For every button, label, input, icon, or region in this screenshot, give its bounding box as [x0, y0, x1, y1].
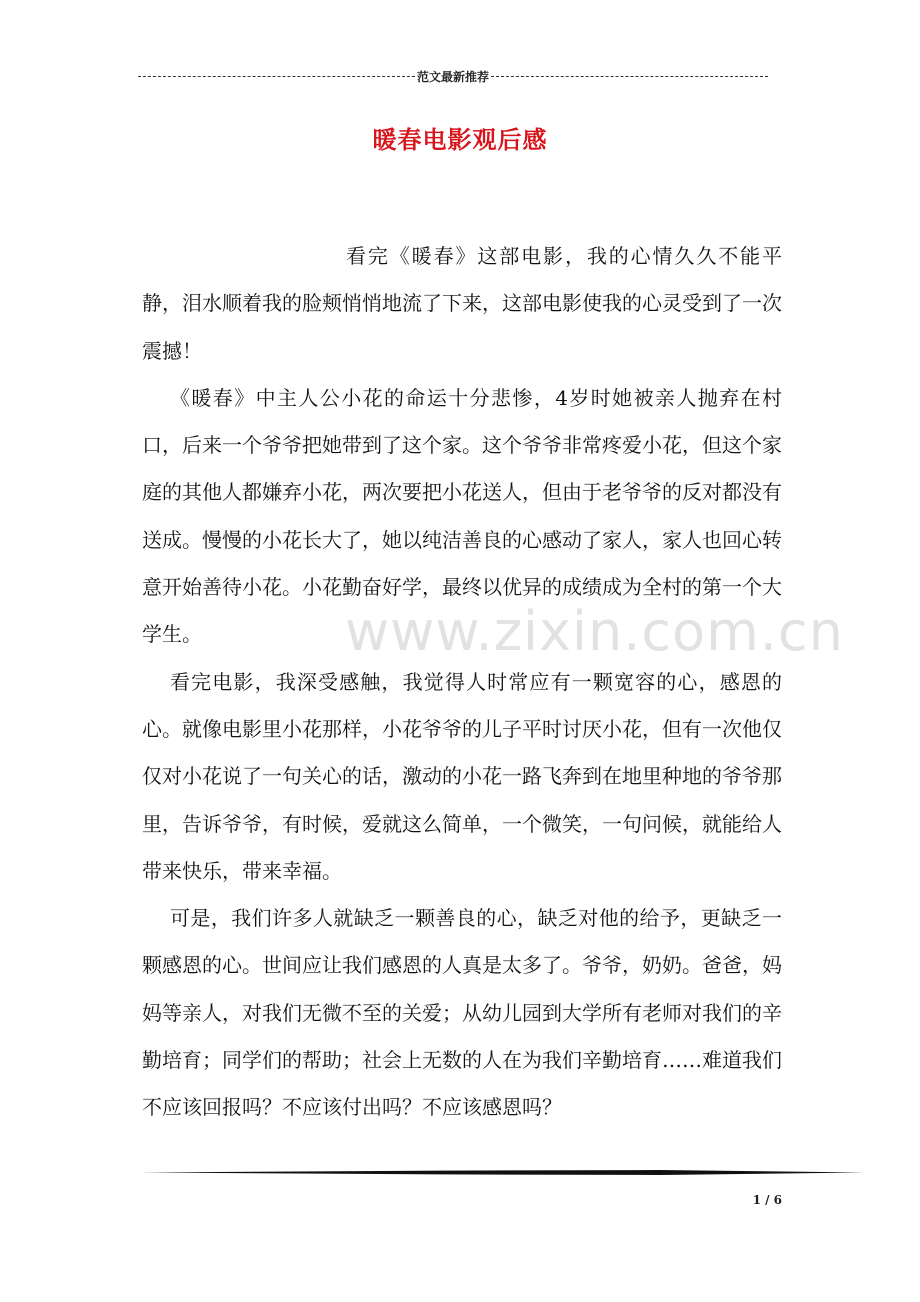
document-body [142, 233, 782, 1132]
page-header [138, 66, 768, 86]
paragraph-2: 《暖春》中主人公小花的命运十分悲惨，4岁时她被亲人抛弃在村口，后来一个爷爷把她带到了这个家。这个爷爷非常疼爱小花，但这个家庭的其他人都嫌弃小花，两次要把小花送人，但由于老爷爷的反对都没有送成。慢慢的小花长大了，她以纯洁善良的心感动了家人，家人也回心转意开始善待小花。小花勤奋好学，最终以优异的成绩成为全村的第一个大学生。 [142, 385, 782, 647]
footer-rule [140, 1170, 864, 1175]
watermark: www.zixin.com.cn [345, 600, 844, 663]
paragraph-1: 看完《暖春》这部电影，我的心情久久不能平静，泪水顺着我的脸颊悄悄地流了下来，这部电影使我的心灵受到了一次震撼！ [142, 244, 782, 363]
paragraph-3: 看完电影，我深受感触，我觉得人时常应有一颗宽容的心，感恩的心。就像电影里小花那样，小花爷爷的儿子平时讨厌小花，但有一次他仅仅对小花说了一句关心的话，激动的小花一路飞奔到在地里种地的爷爷那里，告诉爷爷，有时候，爱就这么简单，一个微笑，一句问候，就能给人带来快乐，带来幸福。 [142, 669, 782, 883]
header-label: 范文最新推荐 [417, 69, 490, 84]
header-dashes-right [491, 76, 768, 77]
paragraph-4: 可是，我们许多人就缺乏一颗善良的心，缺乏对他的给予，更缺乏一颗感恩的心。世间应让我们感恩的人真是太多了。爷爷，奶奶。爸爸，妈妈等亲人，对我们无微不至的关爱；从幼儿园到大学所有老师对我们的辛勤培育；同学们的帮助；社会上无数的人在为我们辛勤培育……难道我们不应该回报吗？不应该付出吗？不应该感恩吗？ [142, 906, 782, 1120]
page-number: 1 / 6 [752, 1193, 782, 1207]
header-dashes-left [138, 76, 415, 77]
document-title: 暖春电影观后感 [372, 125, 548, 154]
